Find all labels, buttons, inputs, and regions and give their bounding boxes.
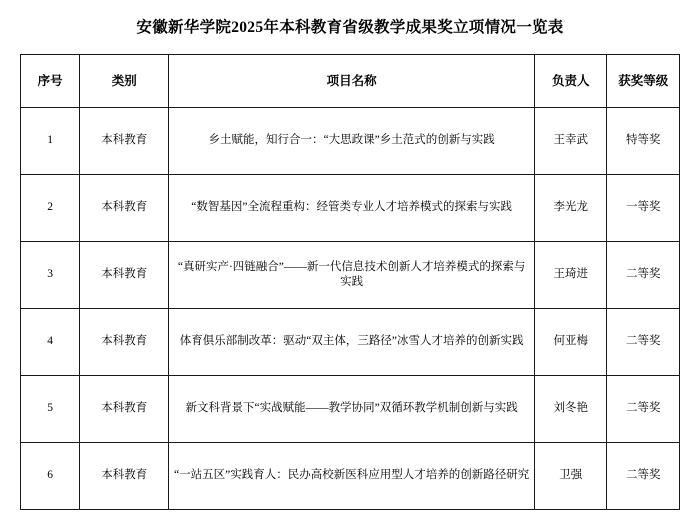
cell-leader: 卫强 bbox=[535, 443, 607, 510]
cell-award-level: 二等奖 bbox=[607, 443, 680, 510]
cell-leader: 李光龙 bbox=[535, 175, 607, 242]
cell-award-level: 一等奖 bbox=[607, 175, 680, 242]
table-header bbox=[21, 55, 680, 108]
cell-project-name: “真研实产·四链融合”——新一代信息技术创新人才培养模式的探索与实践 bbox=[169, 242, 535, 309]
cell-seq: 4 bbox=[21, 309, 80, 376]
table-row bbox=[21, 108, 680, 175]
cell-project-name: 新文科背景下“实战赋能——教学协同”双循环教学机制创新与实践 bbox=[169, 376, 535, 443]
column-header-leader: 负责人 bbox=[535, 55, 607, 108]
page-title: 安徽新华学院2025年本科教育省级教学成果奖立项情况一览表 bbox=[136, 19, 564, 36]
cell-seq: 2 bbox=[21, 175, 80, 242]
results-table-container bbox=[20, 54, 680, 510]
cell-leader: 刘冬艳 bbox=[535, 376, 607, 443]
cell-award-level: 特等奖 bbox=[607, 108, 680, 175]
cell-leader: 何亚梅 bbox=[535, 309, 607, 376]
cell-seq: 1 bbox=[21, 108, 80, 175]
cell-project-name: 乡土赋能，知行合一：“大思政课”乡土范式的创新与实践 bbox=[169, 108, 535, 175]
cell-project-name: “一站五区”实践育人：民办高校新医科应用型人才培养的创新路径研究 bbox=[169, 443, 535, 510]
cell-award-level: 二等奖 bbox=[607, 242, 680, 309]
document-page bbox=[0, 18, 700, 518]
table-body bbox=[21, 108, 680, 510]
table-row bbox=[21, 309, 680, 376]
cell-category: 本科教育 bbox=[80, 242, 169, 309]
cell-category: 本科教育 bbox=[80, 175, 169, 242]
table-row bbox=[21, 175, 680, 242]
cell-project-name: “数智基因”全流程重构：经管类专业人才培养模式的探索与实践 bbox=[169, 175, 535, 242]
cell-seq: 3 bbox=[21, 242, 80, 309]
cell-seq: 6 bbox=[21, 443, 80, 510]
cell-category: 本科教育 bbox=[80, 309, 169, 376]
column-header-award-level: 获奖等级 bbox=[607, 55, 680, 108]
cell-category: 本科教育 bbox=[80, 376, 169, 443]
cell-award-level: 二等奖 bbox=[607, 309, 680, 376]
column-header-seq: 序号 bbox=[21, 55, 80, 108]
table-header-row bbox=[21, 55, 680, 108]
column-header-category: 类别 bbox=[80, 55, 169, 108]
cell-leader: 王幸武 bbox=[535, 108, 607, 175]
cell-category: 本科教育 bbox=[80, 108, 169, 175]
cell-leader: 王琦进 bbox=[535, 242, 607, 309]
table-row bbox=[21, 376, 680, 443]
cell-category: 本科教育 bbox=[80, 443, 169, 510]
cell-seq: 5 bbox=[21, 376, 80, 443]
cell-project-name: 体育俱乐部制改革：驱动“双主体，三路径”冰雪人才培养的创新实践 bbox=[169, 309, 535, 376]
column-header-project-name: 项目名称 bbox=[169, 55, 535, 108]
results-table bbox=[20, 54, 680, 510]
cell-award-level: 二等奖 bbox=[607, 376, 680, 443]
table-row bbox=[21, 242, 680, 309]
